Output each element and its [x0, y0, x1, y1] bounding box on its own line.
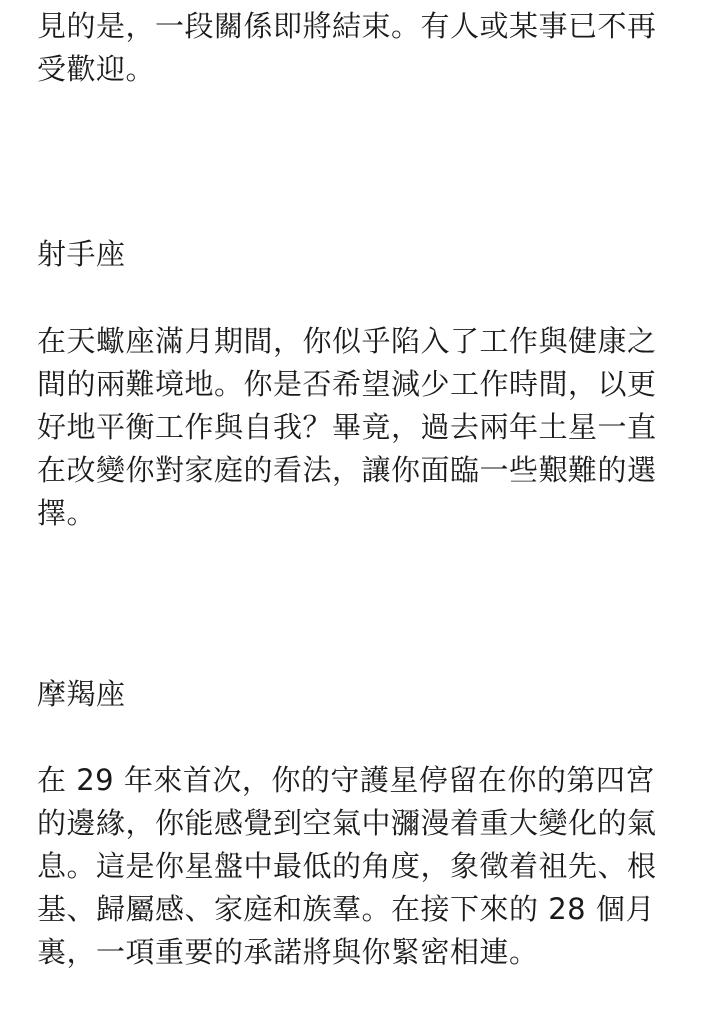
paragraph-line: 見的是，一段關係即將結束。有人或某事已不再: [37, 9, 657, 43]
capricorn-heading: 摩羯座: [37, 677, 126, 711]
paragraph-line: 在改變你對家庭的看法，讓你面臨一些艱難的選: [37, 453, 657, 487]
paragraph-line: 的邊緣，你能感覺到空氣中瀰漫着重大變化的氣: [37, 806, 657, 840]
paragraph-line: 在天蠍座滿月期間，你似乎陷入了工作與健康之: [37, 324, 657, 358]
paragraph-line: 擇。: [37, 496, 97, 530]
capricorn-paragraph: [37, 759, 677, 974]
paragraph-line: 息。這是你星盤中最低的角度，象徵着祖先、根: [37, 849, 657, 883]
paragraph-line: 好地平衡工作與自我？畢竟，過去兩年土星一直: [37, 410, 657, 444]
paragraph-line: 受歡迎。: [37, 52, 156, 86]
paragraph-line: 裏，一項重要的承諾將與你緊密相連。: [37, 935, 539, 969]
paragraph-line: 基、歸屬感、家庭和族羣。在接下來的 28 個月: [37, 892, 655, 926]
paragraph-line: 在 29 年來首次，你的守護星停留在你的第四宮: [37, 763, 655, 797]
intro-paragraph: [37, 5, 677, 91]
sagittarius-paragraph: [37, 320, 677, 535]
sagittarius-heading: 射手座: [37, 237, 126, 271]
paragraph-line: 間的兩難境地。你是否希望減少工作時間，以更: [37, 367, 657, 401]
